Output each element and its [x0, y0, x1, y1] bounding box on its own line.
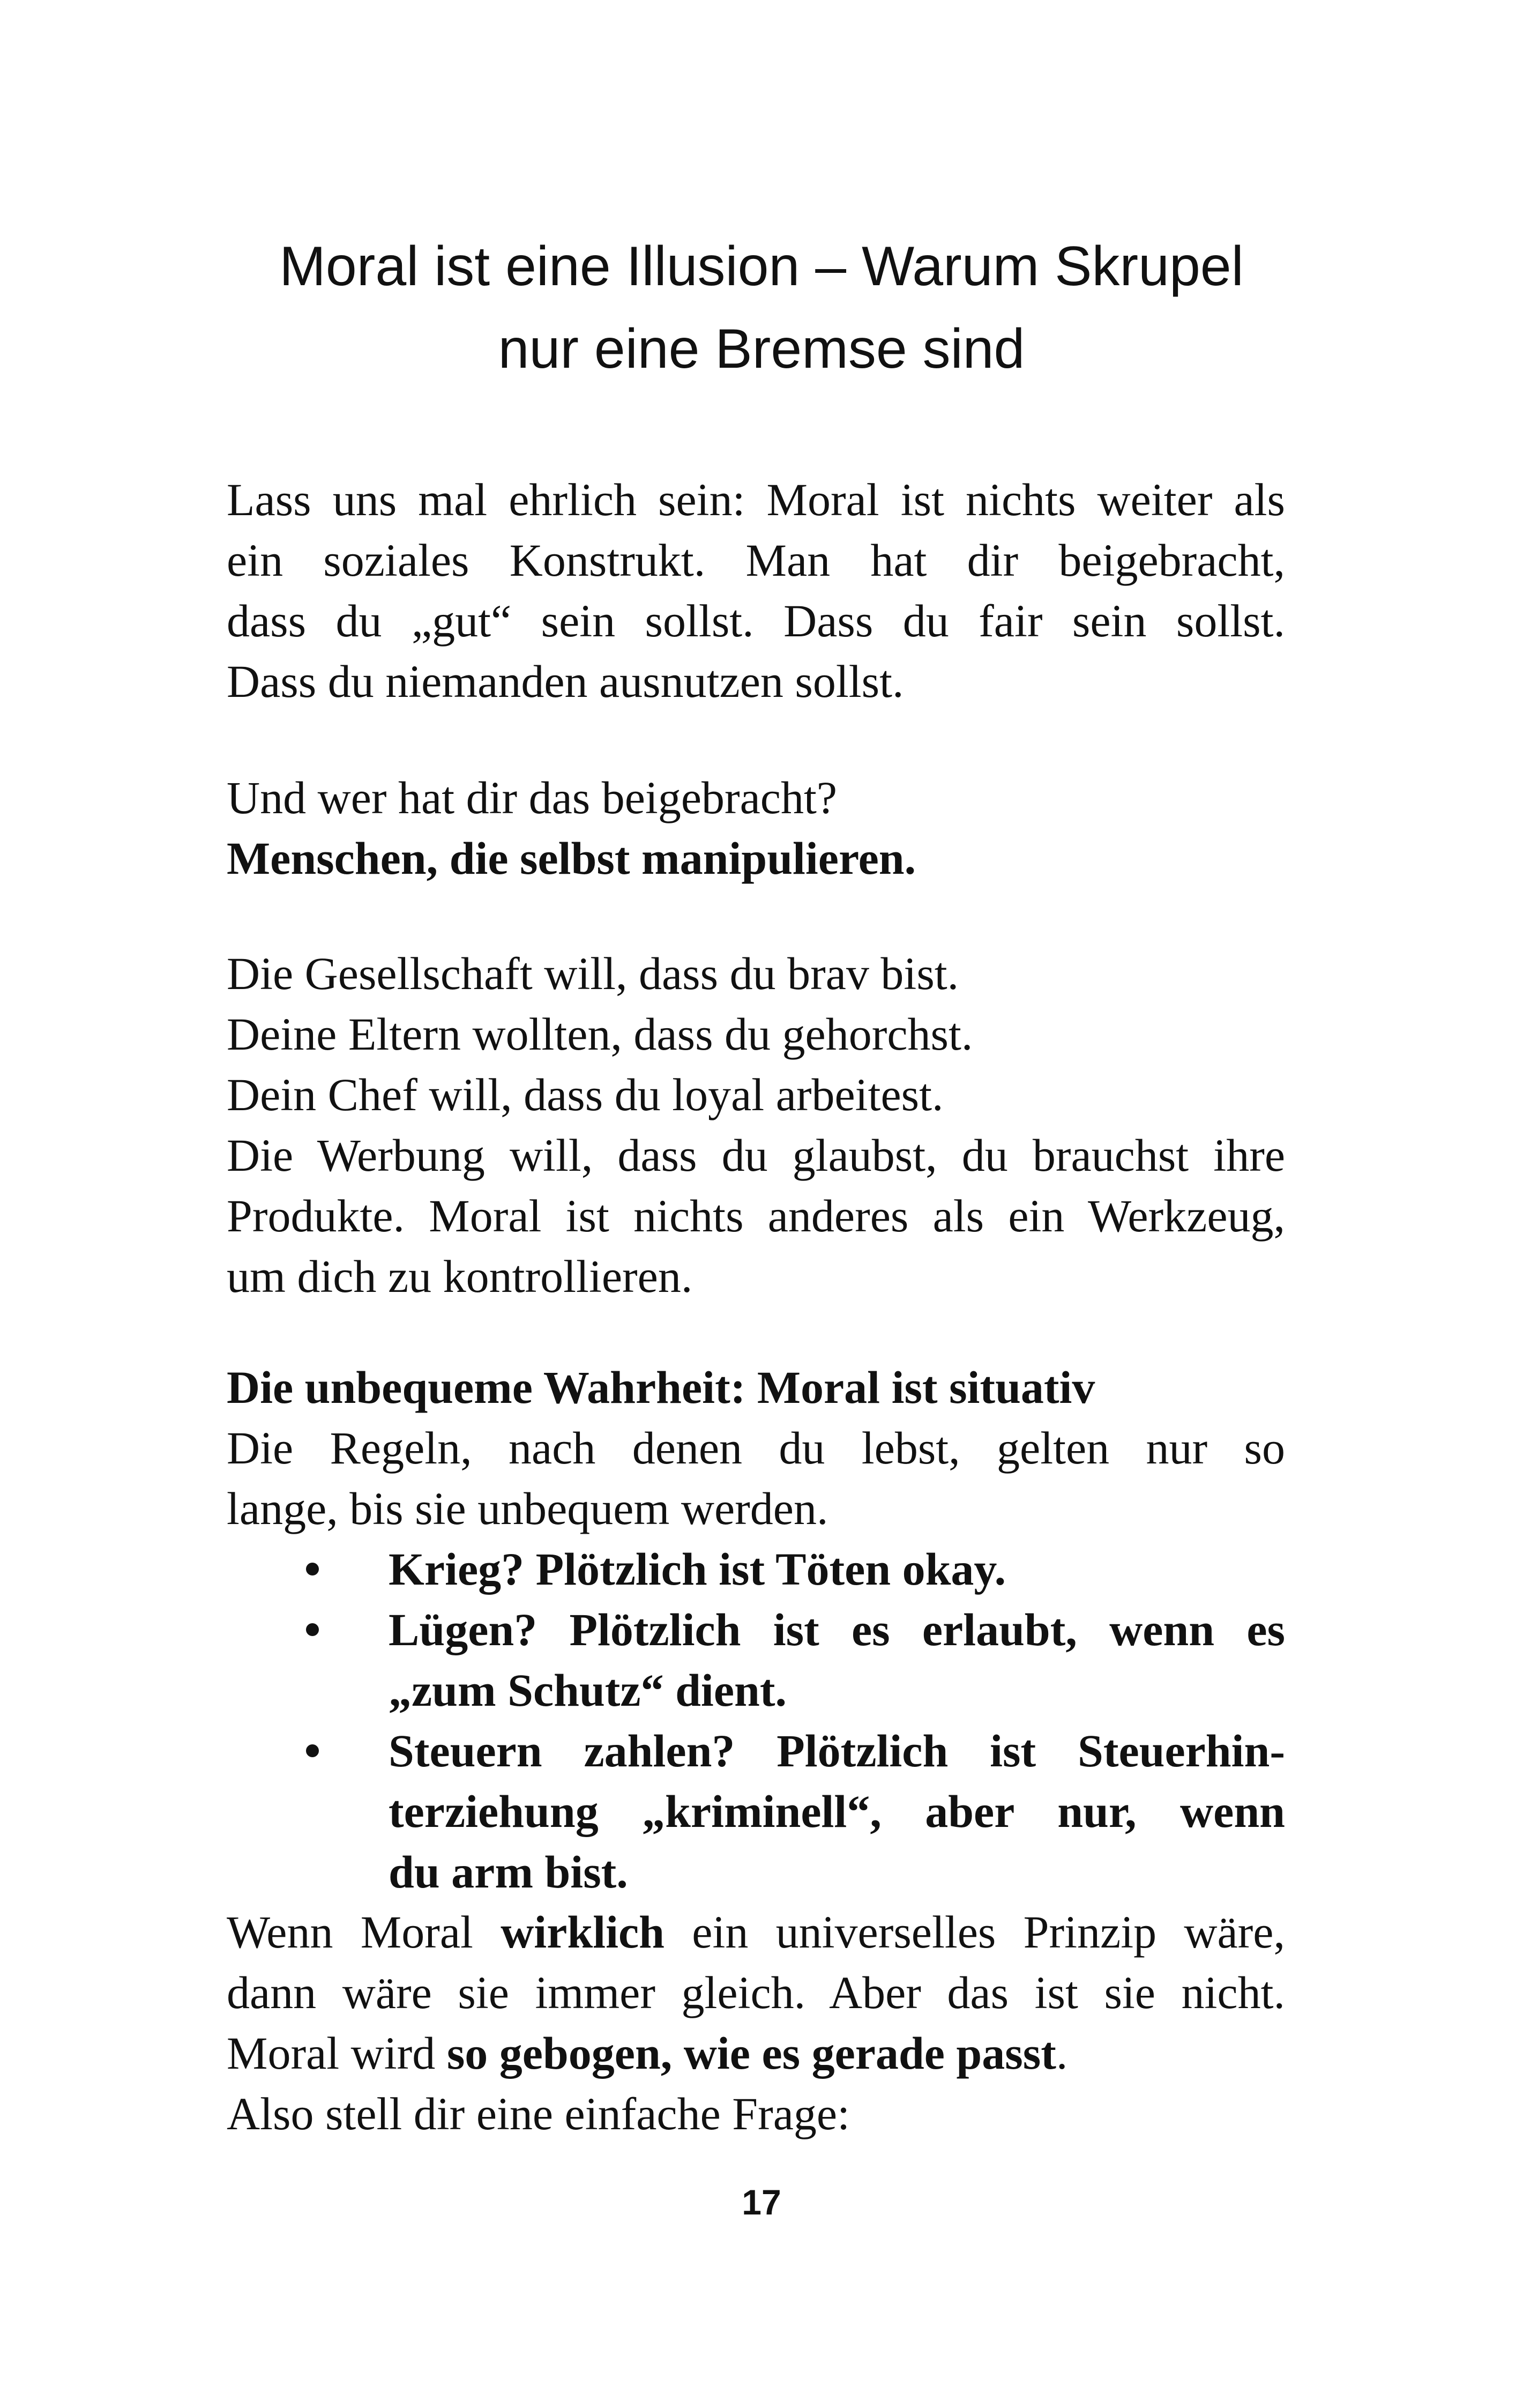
- section-situativ: [227, 1357, 1285, 1539]
- question-line: Und wer hat dir das beigebracht?: [227, 772, 838, 823]
- paragraph-line: Deine Eltern wollten, dass du gehorchst.: [227, 1008, 973, 1060]
- paragraph-closing: [227, 1902, 1285, 2144]
- list-item: [227, 1600, 1285, 1721]
- paragraph-line: [227, 2023, 1285, 2084]
- section-title: Die unbequeme Wahrheit: Moral ist situativ: [227, 1362, 1095, 1413]
- paragraph-line: Lass uns mal ehrlich sein: Moral ist nichts weiter als: [227, 474, 1285, 525]
- paragraph-line: um dich zu kontrollieren.: [227, 1251, 693, 1302]
- text-run: Moral wird: [227, 2027, 447, 2079]
- list-item: [227, 1539, 1285, 1600]
- emphasis-gebogen: so gebogen, wie es gerade passt: [446, 2027, 1056, 2079]
- text-run: Wenn Moral: [227, 1906, 501, 1958]
- list-item-line: „zum Schutz“ dient.: [389, 1664, 787, 1716]
- paragraph-line: Die Gesellschaft will, dass du brav bist.: [227, 948, 959, 999]
- paragraph-line: Die Werbung will, dass du glaubst, du brauchst ihre: [227, 1129, 1285, 1181]
- paragraph-control: [227, 943, 1285, 1307]
- list-item-line: terziehung „kriminell“, aber nur, wenn: [389, 1786, 1285, 1837]
- paragraph-line: lange, bis sie unbequem werden.: [227, 1483, 828, 1534]
- paragraph-line: dass du „gut“ sein sollst. Dass du fair sein sollst.: [227, 595, 1285, 646]
- emphasis-wirklich: wirklich: [501, 1906, 665, 1958]
- chapter-heading: [161, 225, 1362, 390]
- paragraph-line: Dein Chef will, dass du loyal arbeitest.: [227, 1069, 944, 1120]
- paragraph-line: dann wäre sie immer gleich. Aber das ist sie nicht.: [227, 1967, 1285, 2018]
- chapter-heading-line-1: Moral ist eine Illusion – Warum Skrupel: [279, 235, 1244, 298]
- paragraph-line: ein soziales Konstrukt. Man hat dir beigebracht,: [227, 534, 1285, 586]
- list-item-line: Steuern zahlen? Plötzlich ist Steuerhin-: [389, 1725, 1285, 1777]
- chapter-heading-line-2: nur eine Bremse sind: [498, 318, 1025, 380]
- list-item-line: Lügen? Plötzlich ist es erlaubt, wenn es: [389, 1604, 1285, 1655]
- page-number: 17: [742, 2182, 781, 2222]
- paragraph-line: Also stell dir eine einfache Frage:: [227, 2088, 850, 2139]
- paragraph-line: [227, 1902, 1285, 1963]
- text-run: ein universelles Prinzip wäre,: [665, 1906, 1285, 1958]
- bullet-icon: [306, 1623, 319, 1636]
- bullet-icon: [306, 1563, 319, 1575]
- paragraph-line: Die Regeln, nach denen du lebst, gelten nur so: [227, 1422, 1285, 1474]
- bullet-list: [227, 1539, 1285, 1902]
- answer-line: Menschen, die selbst manipulieren.: [227, 833, 916, 884]
- paragraph-question: [227, 768, 1285, 889]
- text-run: .: [1056, 2027, 1068, 2079]
- list-item: [227, 1721, 1285, 1902]
- list-item-line: Krieg? Plötzlich ist Töten okay.: [389, 1543, 1006, 1595]
- bullet-icon: [306, 1744, 319, 1757]
- paragraph-line: Dass du niemanden ausnutzen sollst.: [227, 656, 904, 707]
- paragraph-intro: [227, 470, 1285, 712]
- paragraph-line: Produkte. Moral ist nichts anderes als ein Werkzeug,: [227, 1190, 1285, 1242]
- list-item-line: du arm bist.: [389, 1846, 628, 1898]
